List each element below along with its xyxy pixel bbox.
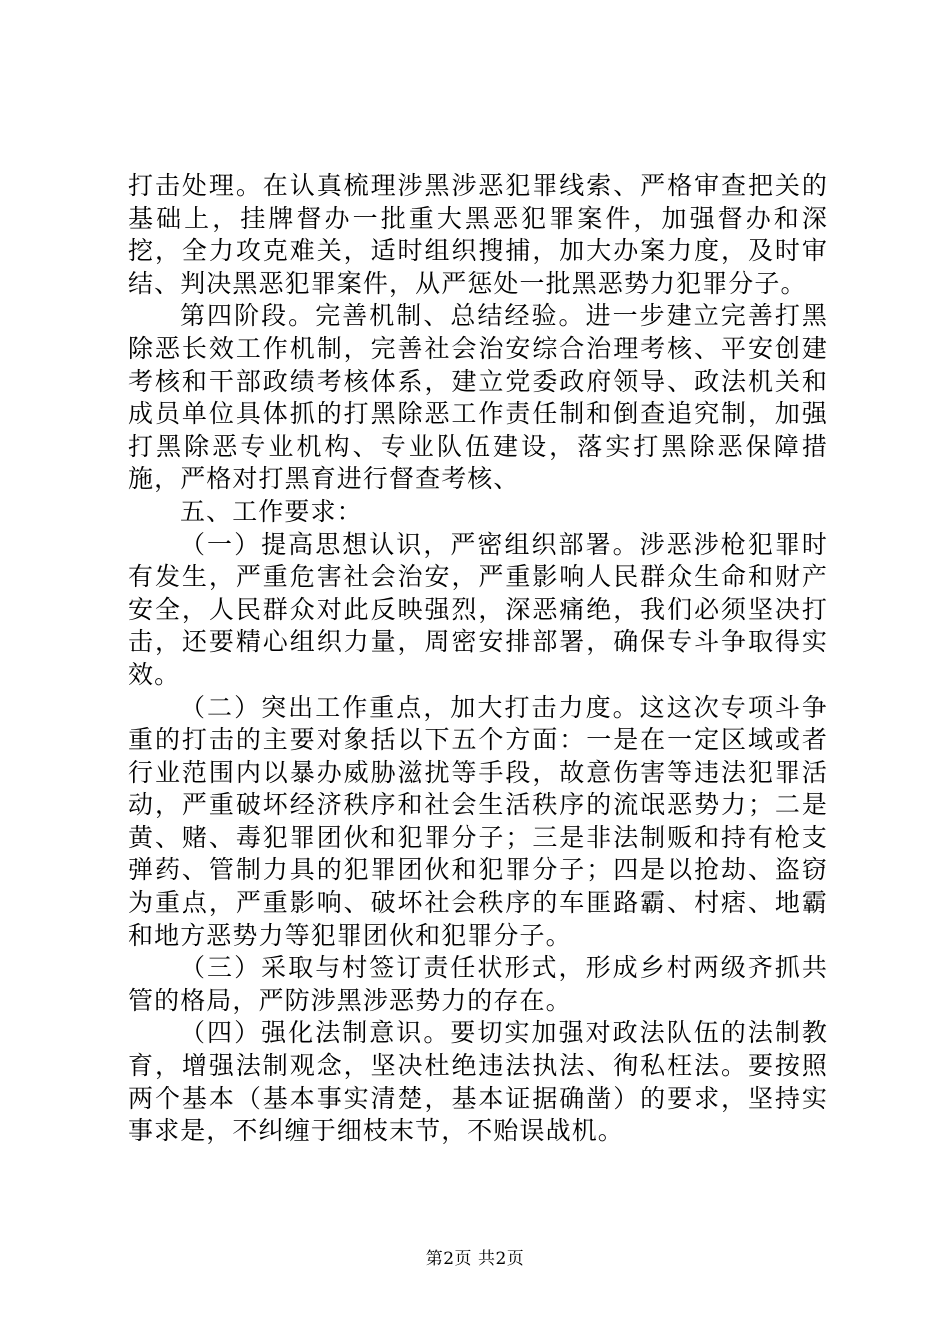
section-heading-work-requirements: 五、工作要求： — [180, 496, 363, 526]
page-footer — [0, 1244, 950, 1269]
page-number-label: 第2页 共2页 — [425, 1249, 525, 1269]
paragraph-requirement-three: （三）采取与村签订责任状形式，形成乡村两级齐抓共管的格局，严防涉黑涉恶势力的存在。 — [128, 953, 828, 1015]
paragraph-requirement-two: （二）突出工作重点，加大打击力度。这这次专项斗争重的打击的主要对象括以下五个方面：一是在一定区域或者行业范围内以暴办威胁滋扰等手段，故意伤害等违法犯罪活动，严重破坏经济秩序和社会生活秩序的流氓恶势力；二是黄、赌、毒犯罪团伙和犯罪分子；三是非法制贩和持有枪支弹药、管制力具的犯罪团伙和犯罪分子；四是以抢劫、盗窃为重点，严重影响、破坏社会秩序的车匪路霸、村痞、地霸和地方恶势力等犯罪团伙和犯罪分子。 — [128, 692, 828, 950]
paragraph-requirement-one: （一）提高思想认识，严密组织部署。涉恶涉枪犯罪时有发生，严重危害社会治安，严重影响人民群众生命和财产安全，人民群众对此反映强烈，深恶痛绝，我们必须坚决打击，还要精心组织力量，周密安排部署，确保专斗争取得实效。 — [128, 529, 828, 689]
paragraph-stage-four: 第四阶段。完善机制、总结经验。进一步建立完善打黑除恶长效工作机制，完善社会治安综合治理考核、平安创建考核和干部政绩考核体系，建立党委政府领导、政法机关和成员单位具体抓的打黑除恶工作责任制和倒查追究制，加强打黑除恶专业机构、专业队伍建设，落实打黑除恶保障措施，严格对打黑育进行督查考核、 — [128, 301, 828, 494]
paragraph-requirement-four: （四）强化法制意识。要切实加强对政法队伍的法制教育，增强法制观念，坚决杜绝违法执法、徇私枉法。要按照两个基本（基本事实清楚，基本证据确凿）的要求，坚持实事求是，不纠缠于细枝末节，不贻误战机。 — [128, 1018, 828, 1146]
document-body — [128, 170, 828, 1148]
paragraph-strike-handling: 打击处理。在认真梳理涉黑涉恶犯罪线索、严格审查把关的基础上，挂牌督办一批重大黑恶犯罪案件，加强督办和深挖，全力攻克难关，适时组织搜捕，加大办案力度，及时审结、判决黑恶犯罪案件，从严惩处一批黑恶势力犯罪分子。 — [128, 171, 828, 298]
